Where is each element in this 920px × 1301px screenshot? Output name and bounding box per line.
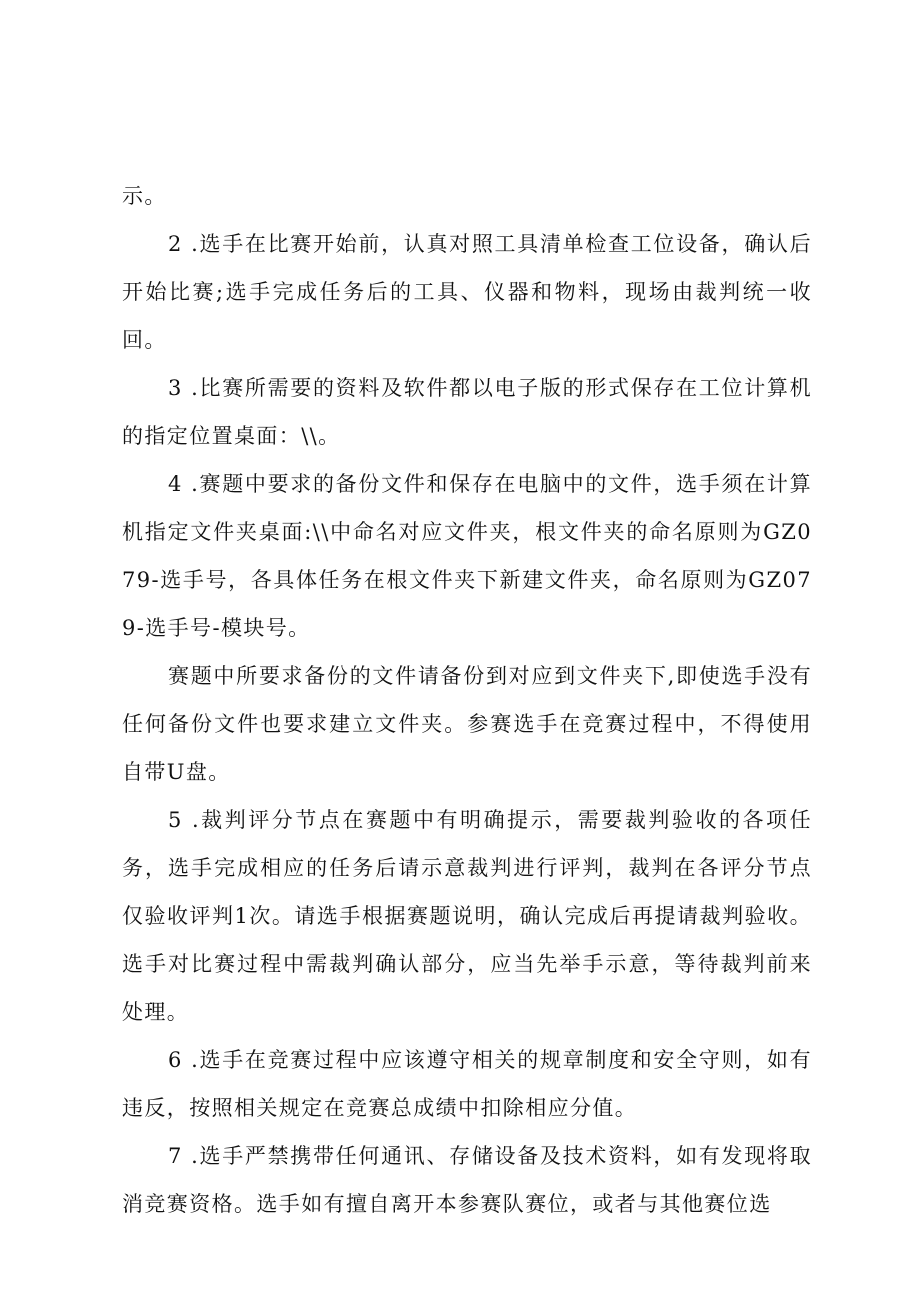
paragraph-item-2: 2 .选手在比赛开始前，认真对照工具清单检查工位设备，确认后开始比赛;选手完成任务后的工具、仪器和物料，现场由裁判统一收回。 [122,232,812,352]
paragraph-item-4: 4 .赛题中要求的备份文件和保存在电脑中的文件，选手须在计算机指定文件夹桌面:\\中命名对应文件夹，根文件夹的命名原则为GZ079-选手号，各具体任务在根文件夹下新建文件夹，命名原则为GZ079-选手号-模块号。 [122,472,812,640]
paragraph-item-5: 5 .裁判评分节点在赛题中有明确提示，需要裁判验收的各项任务，选手完成相应的任务后请示意裁判进行评判，裁判在各评分节点仅验收评判1次。请选手根据赛题说明，确认完成后再提请裁判验收。选手对比赛过程中需裁判确认部分，应当先举手示意，等待裁判前来处理。 [122,808,812,1024]
paragraph-continuation: 示。 [122,184,167,208]
paragraph-item-7: 7 .选手严禁携带任何通讯、存储设备及技术资料，如有发现将取消竞赛资格。选手如有擅自离开本参赛队赛位，或者与其他赛位选 [122,1144,812,1216]
paragraph-backup-note: 赛题中所要求备份的文件请备份到对应到文件夹下,即使选手没有任何备份文件也要求建立文件夹。参赛选手在竞赛过程中，不得使用自带U盘。 [122,664,812,784]
paragraph-item-3: 3 .比赛所需要的资料及软件都以电子版的形式保存在工位计算机的指定位置桌面：\\。 [122,376,812,448]
paragraph-item-6: 6 .选手在竞赛过程中应该遵守相关的规章制度和安全守则，如有违反，按照相关规定在竞赛总成绩中扣除相应分值。 [122,1048,812,1120]
document-body [122,172,812,1228]
